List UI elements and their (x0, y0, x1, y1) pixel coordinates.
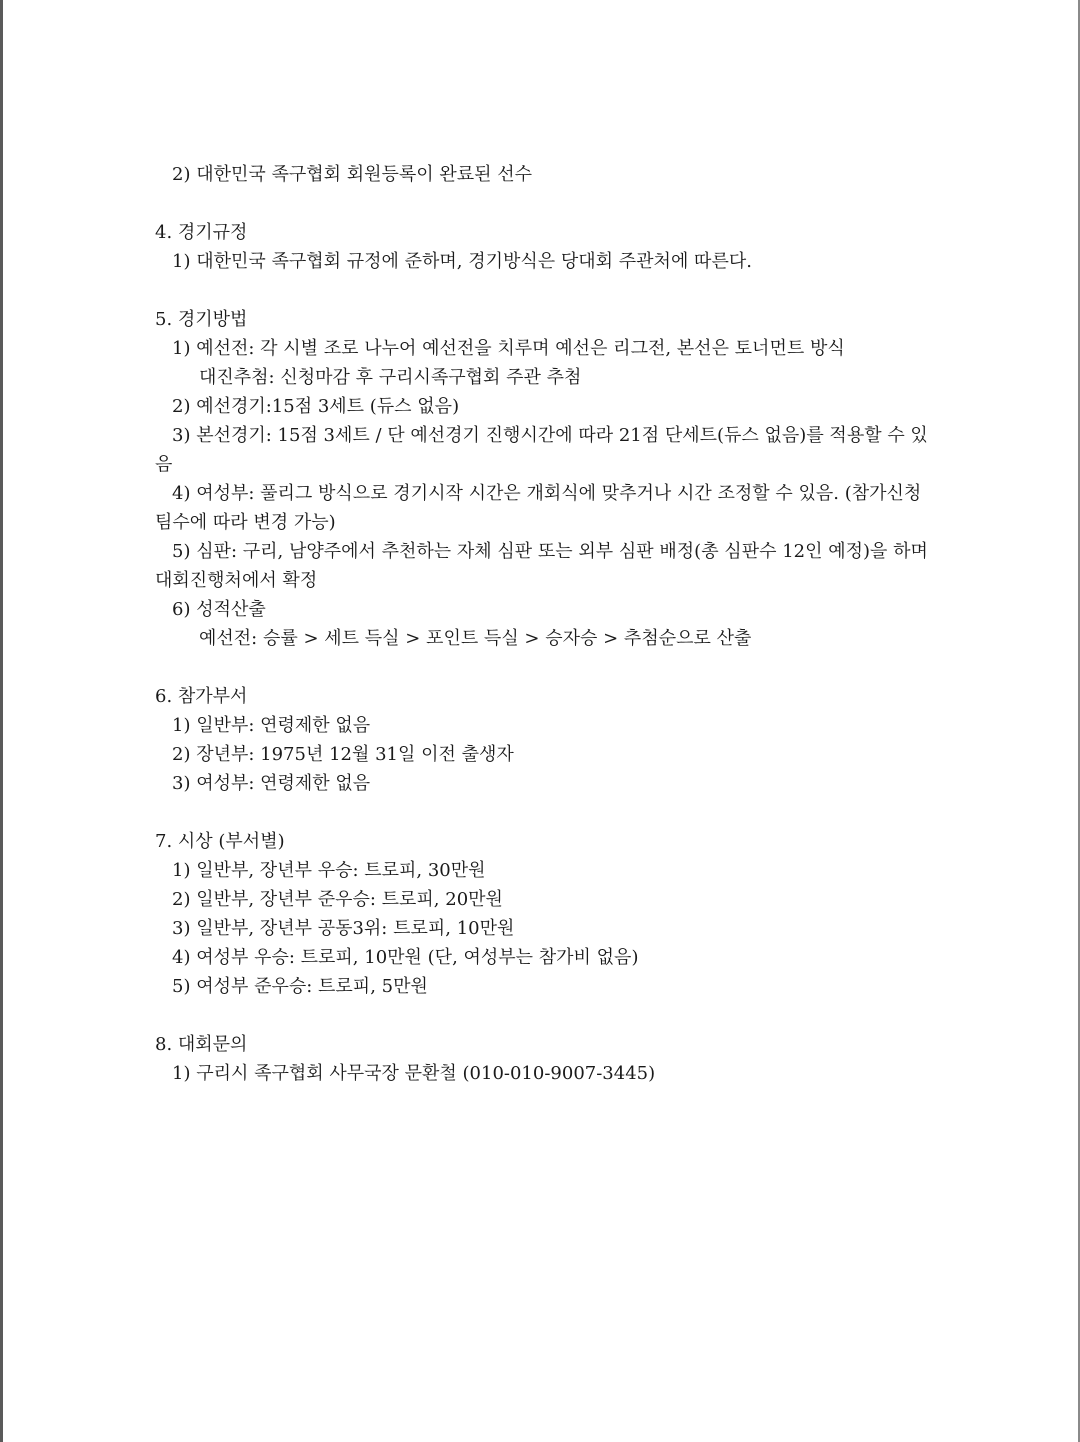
section-5-item-2: 2) 예선경기:15점 3세트 (듀스 없음) (172, 396, 460, 417)
section-8-item: 1) 구리시 족구협회 사무국장 문환철 (010-010-9007-3445) (172, 1063, 656, 1084)
spacer (155, 653, 935, 682)
section-6-item: 3) 여성부: 연령제한 없음 (172, 773, 371, 794)
section-4-item: 1) 대한민국 족구협회 규정에 준하며, 경기방식은 당대회 주관처에 따른다. (172, 251, 752, 272)
section-7-item: 3) 일반부, 장년부 공동3위: 트로피, 10만원 (172, 918, 515, 939)
section-5-item-5: 5) 심판: 구리, 남양주에서 추천하는 자체 심판 또는 외부 심판 배정(총 심판수 12인 예정)을 하며 대회진행처에서 확정 (155, 541, 928, 591)
spacer (155, 276, 935, 305)
section-4-title: 4. 경기규정 (155, 222, 248, 243)
section-7-item: 4) 여성부 우승: 트로피, 10만원 (단, 여성부는 참가비 없음) (172, 947, 639, 968)
section-5-title: 5. 경기방법 (155, 309, 248, 330)
document-body (155, 160, 935, 1088)
section-7-item: 2) 일반부, 장년부 준우승: 트로피, 20만원 (172, 889, 503, 910)
section-7-title: 7. 시상 (부서별) (155, 831, 285, 852)
page-edge-left (0, 0, 3, 1442)
section-8-title: 8. 대회문의 (155, 1034, 248, 1055)
section-6-item: 1) 일반부: 연령제한 없음 (172, 715, 371, 736)
intro-item: 2) 대한민국 족구협회 회원등록이 완료된 선수 (172, 164, 533, 185)
section-7-item: 1) 일반부, 장년부 우승: 트로피, 30만원 (172, 860, 486, 881)
spacer (155, 189, 935, 218)
section-5-item-3: 3) 본선경기: 15점 3세트 / 단 예선경기 진행시간에 따라 21점 단세트(듀스 없음)를 적용할 수 있음 (155, 425, 928, 475)
section-5-item-1: 1) 예선전: 각 시별 조로 나누어 예선전을 치루며 예선은 리그전, 본선은 토너먼트 방식 (172, 338, 845, 359)
section-5-item-1-sub: 대진추첨: 신청마감 후 구리시족구협회 주관 추첨 (199, 367, 582, 388)
section-5-item-6-sub: 예선전: 승률 > 세트 득실 > 포인트 득실 > 승자승 > 추첨순으로 산출 (199, 628, 752, 649)
section-5-item-4: 4) 여성부: 풀리그 방식으로 경기시작 시간은 개회식에 맞추거나 시간 조정할 수 있음. (참가신청 팀수에 따라 변경 가능) (155, 483, 922, 533)
section-6-item: 2) 장년부: 1975년 12월 31일 이전 출생자 (172, 744, 514, 765)
section-6-title: 6. 참가부서 (155, 686, 248, 707)
spacer (155, 1001, 935, 1030)
section-7-item: 5) 여성부 준우승: 트로피, 5만원 (172, 976, 428, 997)
section-5-item-6: 6) 성적산출 (172, 599, 266, 620)
spacer (155, 798, 935, 827)
